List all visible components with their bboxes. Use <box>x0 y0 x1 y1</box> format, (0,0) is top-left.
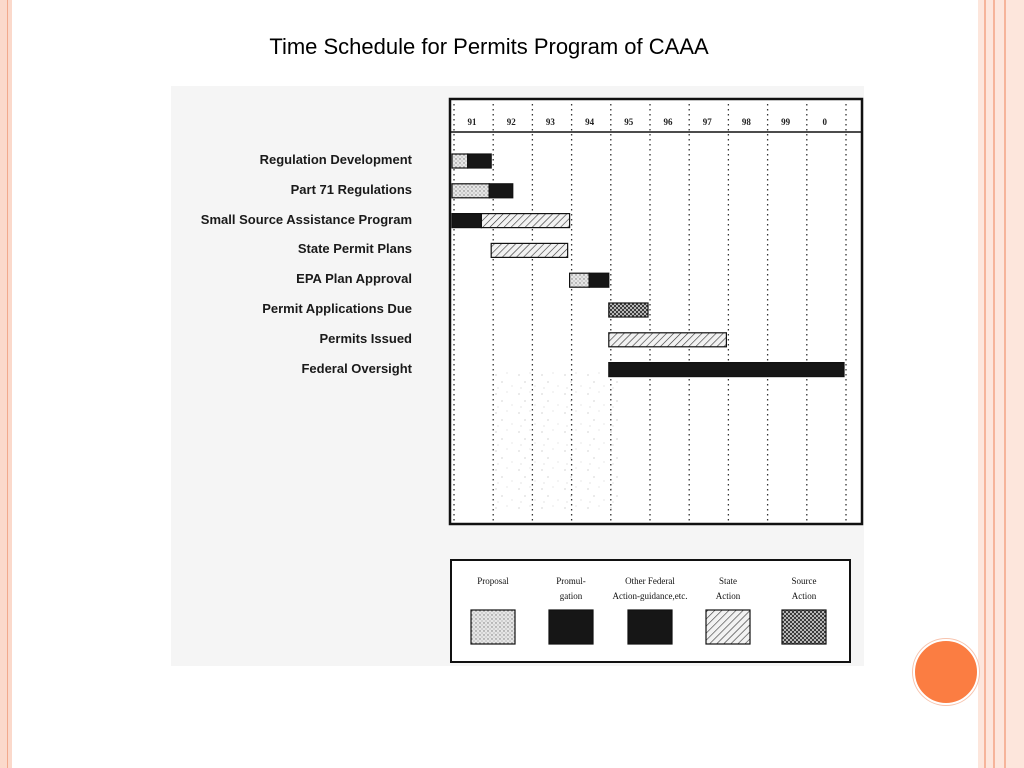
task-label: Permits Issued <box>319 330 412 346</box>
task-label: Permit Applications Due <box>262 301 412 316</box>
gantt-bar-segment <box>481 214 569 228</box>
gantt-bar-segment <box>609 363 844 377</box>
legend-label: Source <box>791 576 817 586</box>
legend-swatch <box>706 610 750 644</box>
legend-swatch <box>549 610 593 644</box>
gantt-chart <box>171 86 864 666</box>
gantt-bar-segment <box>491 243 567 257</box>
year-tick-label: 0 <box>822 117 828 127</box>
legend-label: Proposal <box>477 576 509 586</box>
year-tick-label: 93 <box>545 117 555 127</box>
task-label: Part 71 Regulations <box>290 181 412 197</box>
gantt-bar-segment <box>609 333 727 347</box>
task-label: Regulation Development <box>259 152 412 167</box>
legend-label: Action-guidance,etc. <box>612 591 688 601</box>
slide-title: Time Schedule for Permits Program of CAAA <box>269 34 709 59</box>
year-tick-label: 95 <box>624 117 634 127</box>
task-label: Small Source Assistance Program <box>200 211 412 227</box>
legend-swatch <box>782 610 826 644</box>
legend-label: Promul- <box>556 576 586 586</box>
year-tick-label: 91 <box>467 117 477 127</box>
year-tick-label: 96 <box>663 117 673 127</box>
year-tick-label: 99 <box>781 117 791 127</box>
gantt-chart-scan <box>171 86 864 666</box>
task-label: Federal Oversight <box>301 360 412 376</box>
gantt-bar-segment <box>570 273 590 287</box>
legend-swatch <box>471 610 515 644</box>
year-tick-label: 97 <box>702 117 712 127</box>
gantt-bar-segment <box>452 154 468 168</box>
gantt-bar-segment <box>452 214 481 228</box>
slide-frame-left-line <box>7 0 8 768</box>
year-tick-label: 98 <box>741 117 751 127</box>
gantt-bar-segment <box>609 303 648 317</box>
legend-label: Action <box>791 591 817 601</box>
legend-label: gation <box>559 591 583 601</box>
legend-label: Other Federal <box>625 576 675 586</box>
legend-label: State <box>719 576 737 586</box>
orange-circle-decoration <box>913 639 979 705</box>
legend-label: Action <box>715 591 741 601</box>
gantt-bar-segment <box>452 184 489 198</box>
gantt-bar-segment <box>468 154 492 168</box>
task-label: EPA Plan Approval <box>296 271 412 287</box>
gantt-bar-segment <box>489 184 513 198</box>
task-label: State Permit Plans <box>297 241 412 257</box>
slide-frame-right <box>978 0 1024 768</box>
legend-swatch <box>628 610 672 644</box>
year-tick-label: 92 <box>506 117 516 127</box>
gantt-bar-segment <box>589 273 609 287</box>
year-tick-label: 94 <box>585 117 595 127</box>
slide-frame-left <box>0 0 12 768</box>
